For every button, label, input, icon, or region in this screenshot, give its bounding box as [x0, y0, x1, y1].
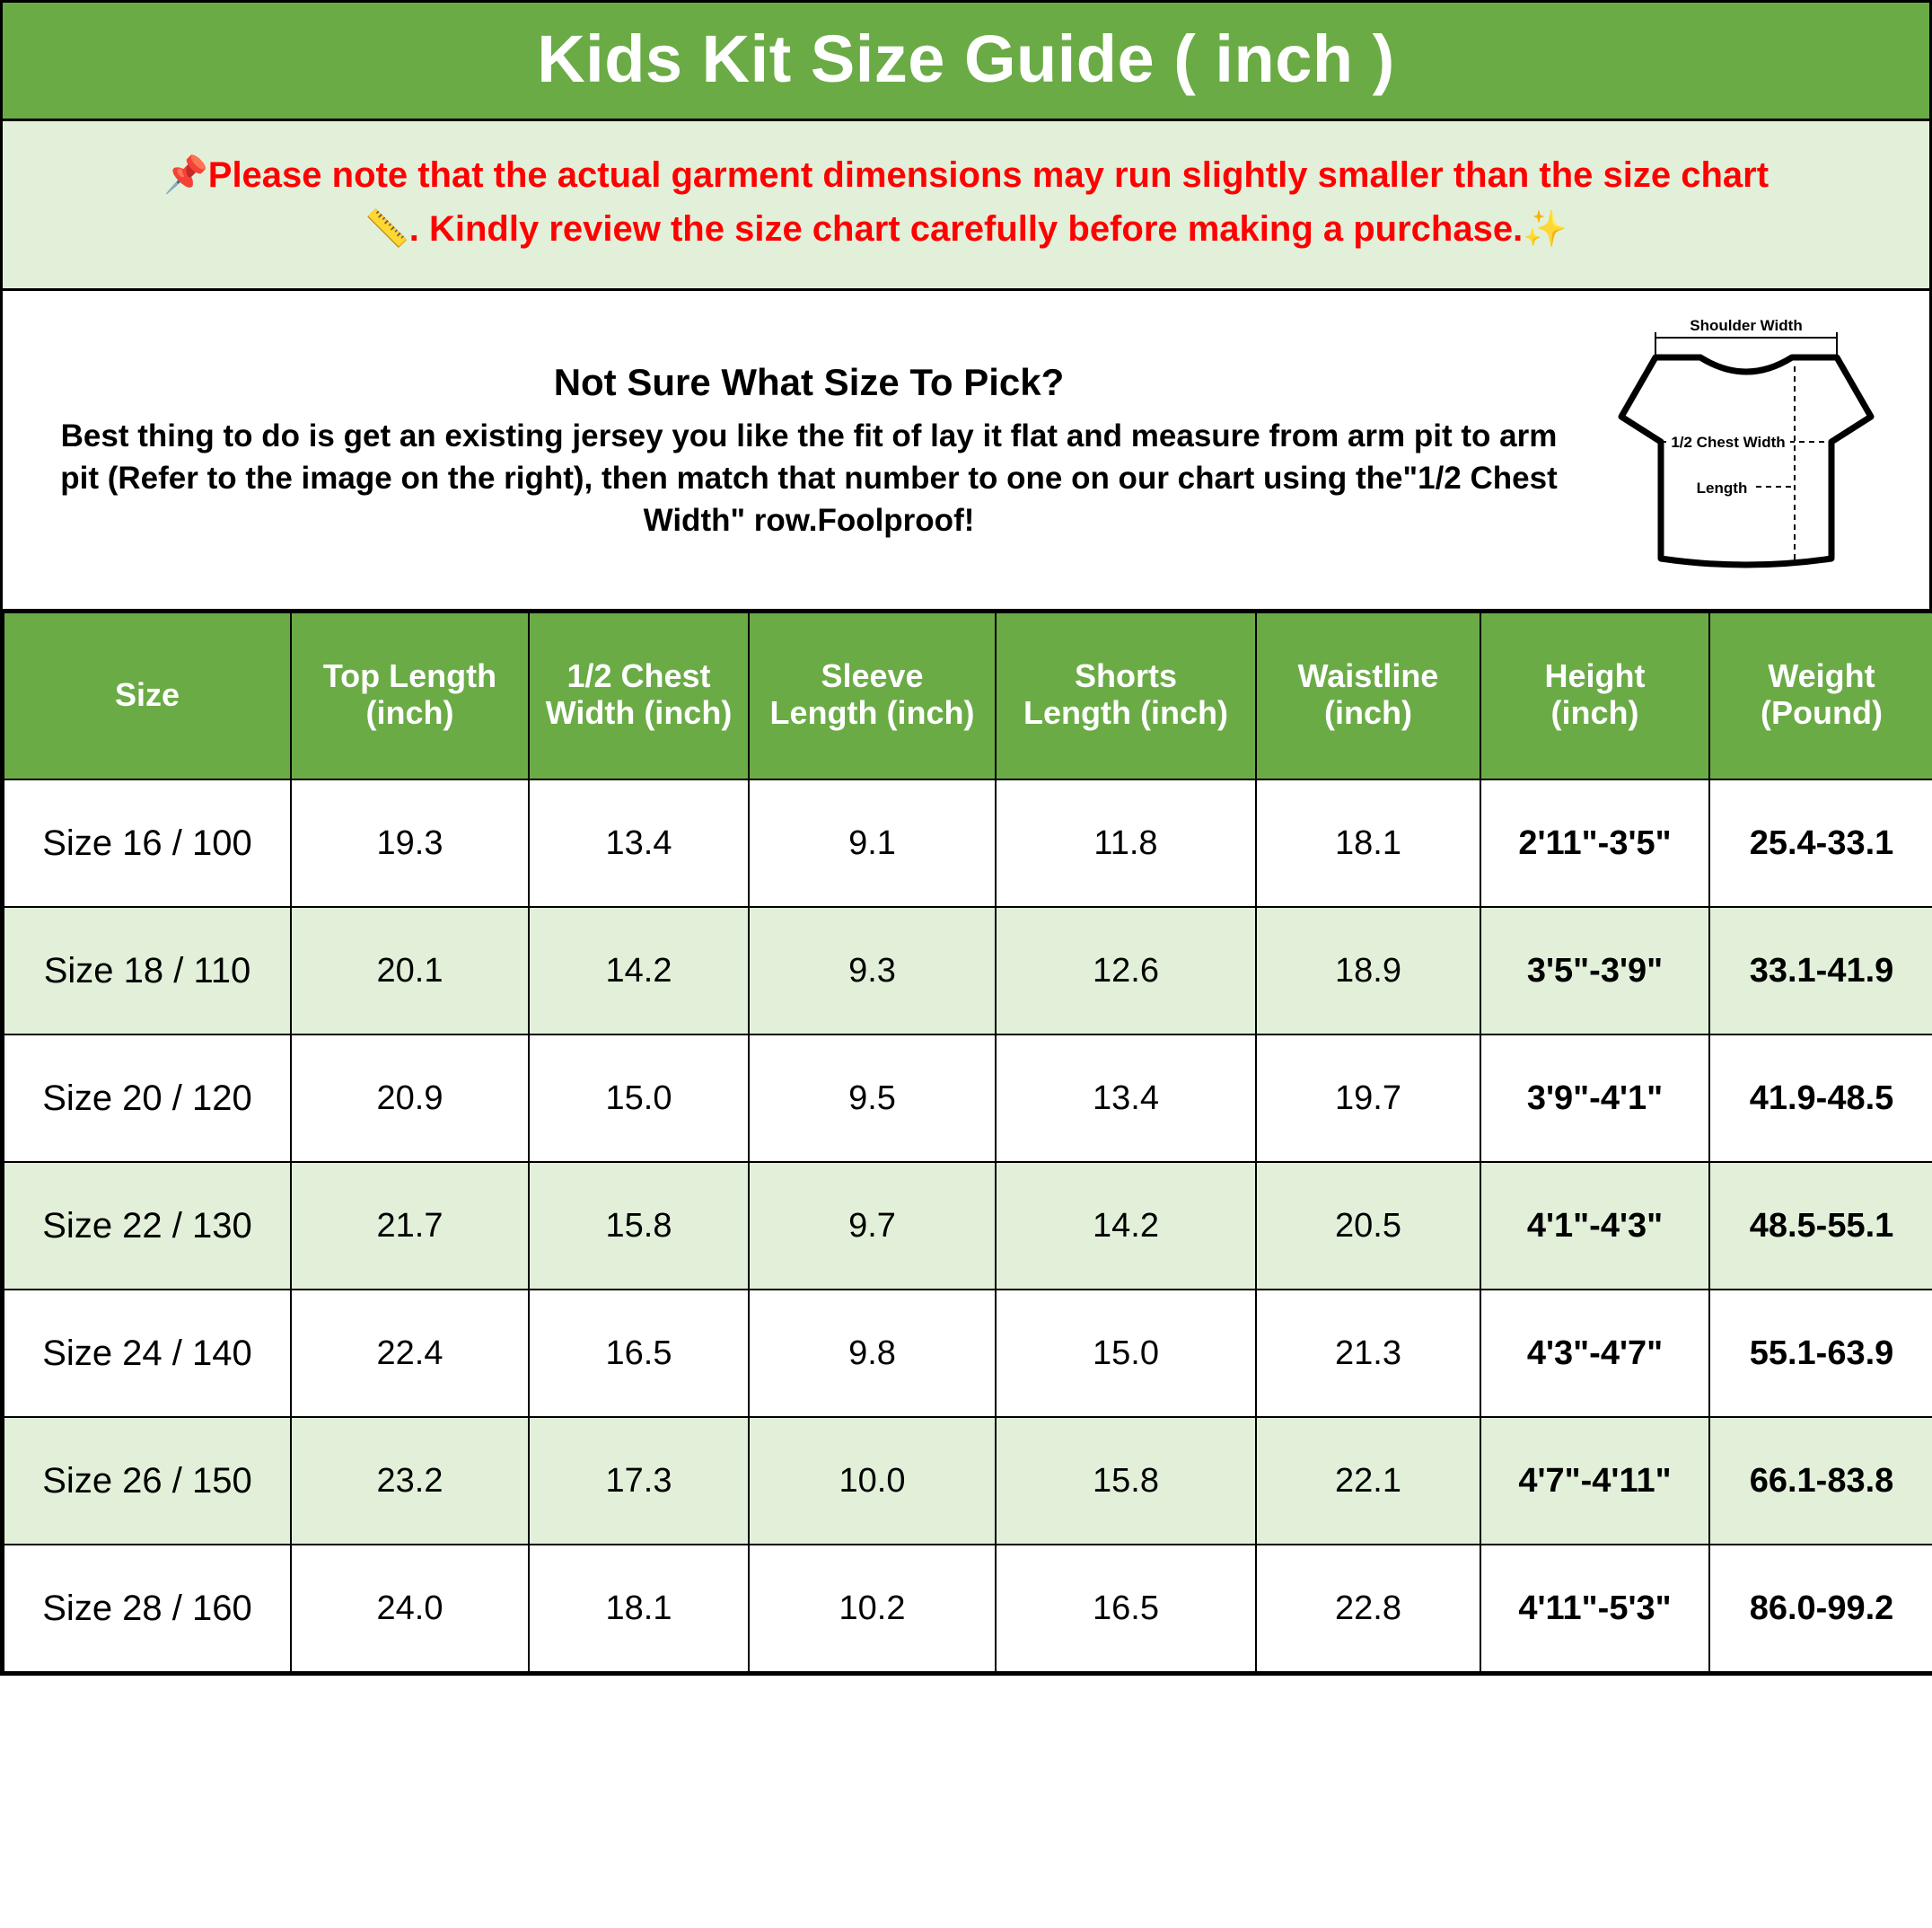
cell-size: Size 16 / 100: [4, 779, 291, 907]
cell-top-length: 19.3: [291, 779, 529, 907]
pin-icon: 📌: [162, 154, 208, 197]
cell-sleeve-length: 9.1: [749, 779, 996, 907]
column-header-shorts-length: Shorts Length (inch): [996, 612, 1256, 779]
cell-size: Size 28 / 160: [4, 1545, 291, 1672]
cell-height: 4'3"-4'7": [1480, 1290, 1709, 1417]
table-row: [4, 1417, 1932, 1545]
column-header-size: Size: [4, 612, 291, 779]
cell-sleeve-length: 9.7: [749, 1162, 996, 1290]
cell-weight: 41.9-48.5: [1709, 1034, 1932, 1162]
cell-half-chest-width: 16.5: [529, 1290, 749, 1417]
size-chart-table: [3, 612, 1932, 1673]
cell-half-chest-width: 15.8: [529, 1162, 749, 1290]
cell-waistline: 18.1: [1256, 779, 1480, 907]
note-text-2: . Kindly review the size chart carefully before making a purchase.: [408, 209, 1524, 250]
cell-top-length: 21.7: [291, 1162, 529, 1290]
cell-weight: 66.1-83.8: [1709, 1417, 1932, 1545]
tshirt-icon: [1602, 316, 1889, 585]
cell-waistline: 20.5: [1256, 1162, 1480, 1290]
cell-size: Size 24 / 140: [4, 1290, 291, 1417]
cell-height: 4'1"-4'3": [1480, 1162, 1709, 1290]
ruler-icon: 📏: [364, 208, 409, 251]
cell-shorts-length: 15.0: [996, 1290, 1256, 1417]
table-row: [4, 1034, 1932, 1162]
cell-half-chest-width: 13.4: [529, 779, 749, 907]
cell-size: Size 20 / 120: [4, 1034, 291, 1162]
cell-weight: 48.5-55.1: [1709, 1162, 1932, 1290]
help-title: Not Sure What Size To Pick?: [553, 360, 1065, 403]
cell-height: 3'5"-3'9": [1480, 907, 1709, 1034]
svg-text:Length: Length: [1696, 480, 1748, 497]
cell-top-length: 20.1: [291, 907, 529, 1034]
cell-size: Size 22 / 130: [4, 1162, 291, 1290]
cell-half-chest-width: 14.2: [529, 907, 749, 1034]
cell-height: 4'11"-5'3": [1480, 1545, 1709, 1672]
cell-top-length: 24.0: [291, 1545, 529, 1672]
cell-waistline: 21.3: [1256, 1290, 1480, 1417]
cell-shorts-length: 16.5: [996, 1545, 1256, 1672]
sparkle-icon: ✨: [1523, 208, 1568, 251]
cell-height: 3'9"-4'1": [1480, 1034, 1709, 1162]
cell-weight: 86.0-99.2: [1709, 1545, 1932, 1672]
note-banner: [3, 121, 1929, 291]
column-header-top-length: Top Length (inch): [291, 612, 529, 779]
cell-height: 4'7"-4'11": [1480, 1417, 1709, 1545]
svg-text:Shoulder Width: Shoulder Width: [1690, 317, 1803, 335]
cell-sleeve-length: 9.5: [749, 1034, 996, 1162]
cell-waistline: 18.9: [1256, 907, 1480, 1034]
cell-waistline: 22.1: [1256, 1417, 1480, 1545]
cell-half-chest-width: 17.3: [529, 1417, 749, 1545]
cell-shorts-length: 11.8: [996, 779, 1256, 907]
table-header-row: [4, 612, 1932, 779]
help-text-block: [21, 361, 1597, 542]
table-body: [4, 779, 1932, 1672]
table-row: [4, 1545, 1932, 1672]
svg-text:1/2 Chest Width: 1/2 Chest Width: [1671, 434, 1786, 452]
column-header-sleeve-length: Sleeve Length (inch): [749, 612, 996, 779]
cell-weight: 25.4-33.1: [1709, 779, 1932, 907]
cell-top-length: 23.2: [291, 1417, 529, 1545]
table-row: [4, 779, 1932, 907]
cell-half-chest-width: 15.0: [529, 1034, 749, 1162]
column-header-half-chest-width: 1/2 Chest Width (inch): [529, 612, 749, 779]
page-header: [3, 3, 1929, 121]
cell-shorts-length: 13.4: [996, 1034, 1256, 1162]
cell-top-length: 20.9: [291, 1034, 529, 1162]
cell-top-length: 22.4: [291, 1290, 529, 1417]
column-header-weight: Weight (Pound): [1709, 612, 1932, 779]
table-row: [4, 907, 1932, 1034]
cell-height: 2'11"-3'5": [1480, 779, 1709, 907]
note-line-2: [26, 202, 1906, 256]
page-title: Kids Kit Size Guide ( inch ): [537, 22, 1395, 96]
cell-size: Size 26 / 150: [4, 1417, 291, 1545]
note-line-1: [26, 148, 1906, 202]
cell-waistline: 19.7: [1256, 1034, 1480, 1162]
cell-shorts-length: 12.6: [996, 907, 1256, 1034]
column-header-height: Height (inch): [1480, 612, 1709, 779]
cell-weight: 33.1-41.9: [1709, 907, 1932, 1034]
cell-half-chest-width: 18.1: [529, 1545, 749, 1672]
help-section: [3, 291, 1929, 612]
cell-size: Size 18 / 110: [4, 907, 291, 1034]
note-text-1: Please note that the actual garment dimensions may run slightly smaller than the size chart: [207, 155, 1770, 196]
table-row: [4, 1162, 1932, 1290]
cell-shorts-length: 15.8: [996, 1417, 1256, 1545]
cell-waistline: 22.8: [1256, 1545, 1480, 1672]
cell-weight: 55.1-63.9: [1709, 1290, 1932, 1417]
cell-sleeve-length: 9.8: [749, 1290, 996, 1417]
help-body: Best thing to do is get an existing jersey you like the fit of lay it flat and measure from arm pit to arm pit (Refer to the image on the right), then match that number to one on our chart using the"1/2 Chest Width" row.Foolproof!: [60, 418, 1558, 539]
cell-shorts-length: 14.2: [996, 1162, 1256, 1290]
table-row: [4, 1290, 1932, 1417]
cell-sleeve-length: 10.2: [749, 1545, 996, 1672]
cell-sleeve-length: 10.0: [749, 1417, 996, 1545]
tshirt-diagram: [1597, 316, 1911, 585]
column-header-waistline: Waistline (inch): [1256, 612, 1480, 779]
cell-sleeve-length: 9.3: [749, 907, 996, 1034]
